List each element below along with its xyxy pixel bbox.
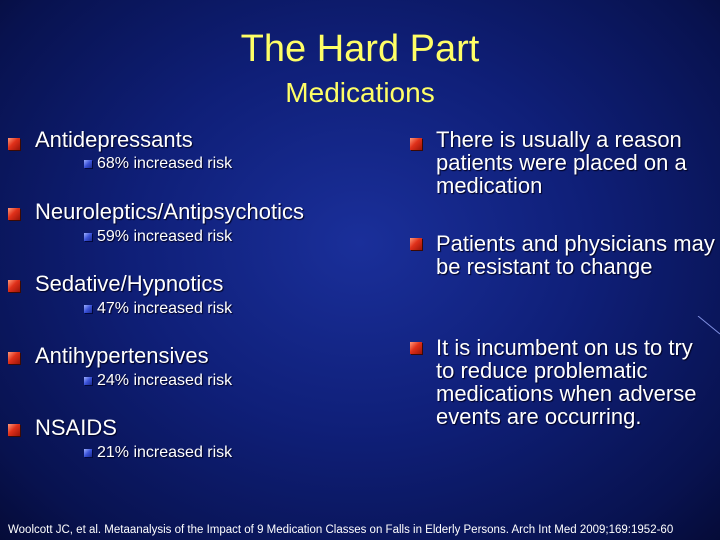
drug-class-sedatives: Sedative/Hypnotics xyxy=(35,271,224,296)
slide-subtitle: Medications xyxy=(285,77,435,108)
drug-class-nsaids: NSAIDS xyxy=(35,415,117,440)
risk-antidepressants: 68% increased risk xyxy=(97,155,233,172)
risk-neuroleptics: 59% increased risk xyxy=(97,228,233,245)
drug-class-antidepressants: Antidepressants xyxy=(35,127,193,152)
sub-bullet-icon xyxy=(84,377,92,385)
bullet-icon xyxy=(410,342,422,354)
point-reason: There is usually a reason patients were placed on a medication xyxy=(436,127,687,198)
sub-bullet-icon xyxy=(84,233,92,241)
bullet-icon xyxy=(410,138,422,150)
bullet-icon xyxy=(410,238,422,250)
sub-bullet-icon xyxy=(84,305,92,313)
sub-bullet-icon xyxy=(84,449,92,457)
bullet-icon xyxy=(8,208,20,220)
drug-class-neuroleptics: Neuroleptics/Antipsychotics xyxy=(35,199,305,224)
point-incumbent: It is incumbent on us to try to reduce problematic medications when adverse events are occurring. xyxy=(436,335,697,429)
point-resistance: Patients and physicians may be resistant to change xyxy=(436,231,715,279)
risk-antihypertensives: 24% increased risk xyxy=(97,372,233,389)
bullet-icon xyxy=(8,280,20,292)
risk-sedatives: 47% increased risk xyxy=(97,300,233,317)
citation-footer: Woolcott JC, et al. Metaanalysis of the Impact of 9 Medication Classes on Falls in Elderly Persons. Arch Int Med 2009;169:1952-60 xyxy=(8,524,674,536)
bullet-icon xyxy=(8,352,20,364)
slide-title: The Hard Part xyxy=(240,28,480,70)
bullet-icon xyxy=(8,138,20,150)
decorative-line-icon xyxy=(696,316,720,336)
risk-nsaids: 21% increased risk xyxy=(97,444,233,461)
bullet-icon xyxy=(8,424,20,436)
drug-class-antihypertensives: Antihypertensives xyxy=(35,343,209,368)
sub-bullet-icon xyxy=(84,160,92,168)
